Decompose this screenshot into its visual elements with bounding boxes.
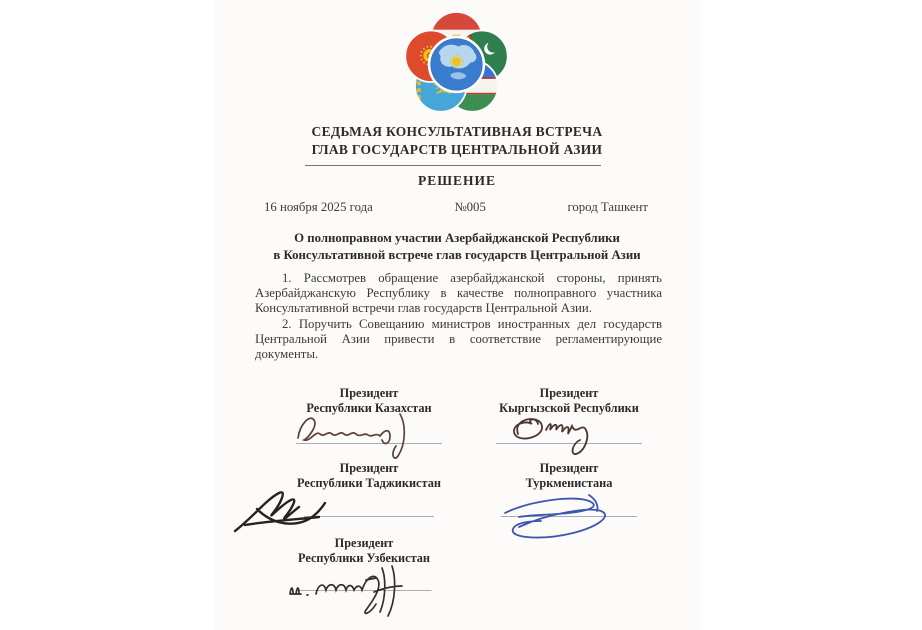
- title-divider: [305, 165, 601, 166]
- subject-line-2: в Консультативной встрече глав государств Центральной Азии: [273, 248, 641, 262]
- signature-block-uzbekistan: [264, 536, 464, 616]
- signature-tajikistan-president-icon: [229, 479, 429, 541]
- document-subject: [252, 230, 662, 264]
- paragraph-1: 1. Рассмотрев обращение азербайджанской стороны, принять Азербайджанскую Республику в качестве полноправного участника Консультативной встречи глав государств Центральной Азии.: [255, 271, 662, 316]
- summit-emblem-logo: [404, 10, 509, 113]
- signature-block-tajikistan: [269, 461, 469, 541]
- signature-turkmenistan-president-icon: [489, 483, 659, 543]
- signature-kazakhstan-president-icon: [284, 400, 454, 460]
- document-meta-row: [264, 200, 648, 215]
- signatory-title: Президент Туркменистана: [525, 461, 613, 490]
- document-number: №005: [454, 200, 486, 214]
- decision-heading: РЕШЕНИЕ: [417, 173, 497, 188]
- signature-block-kyrgyzstan: [469, 386, 669, 466]
- document-body: [255, 271, 662, 362]
- globe-icon: [428, 36, 485, 93]
- signatory-title: Президент Республики Казахстан: [306, 386, 432, 415]
- signatory-title: Президент Республики Узбекистан: [297, 536, 430, 565]
- document-date: 16 ноября 2025 года: [264, 200, 373, 214]
- signatory-title: Президент Республики Таджикистан: [297, 461, 441, 490]
- document-title: [214, 123, 700, 159]
- signature-kyrgyzstan-president-icon: [484, 400, 654, 460]
- title-line-1: СЕДЬМАЯ КОНСУЛЬТАТИВНАЯ ВСТРЕЧА: [311, 124, 603, 139]
- title-line-2: ГЛАВ ГОСУДАРСТВ ЦЕНТРАЛЬНОЙ АЗИИ: [311, 142, 603, 157]
- signature-block-turkmenistan: [469, 461, 669, 541]
- signatory-title: Президент Кыргызской Республики: [499, 386, 639, 415]
- subject-line-1: О полноправном участии Азербайджанской Республики: [294, 231, 620, 245]
- signature-block-kazakhstan: [269, 386, 469, 466]
- decision-document: [214, 0, 700, 630]
- signature-uzbekistan-president-icon: [282, 558, 462, 624]
- document-city: город Ташкент: [567, 200, 648, 214]
- paragraph-2: 2. Поручить Совещанию министров иностранных дел государств Центральной Азии привести в соответствие регламентирующие документы.: [255, 316, 662, 362]
